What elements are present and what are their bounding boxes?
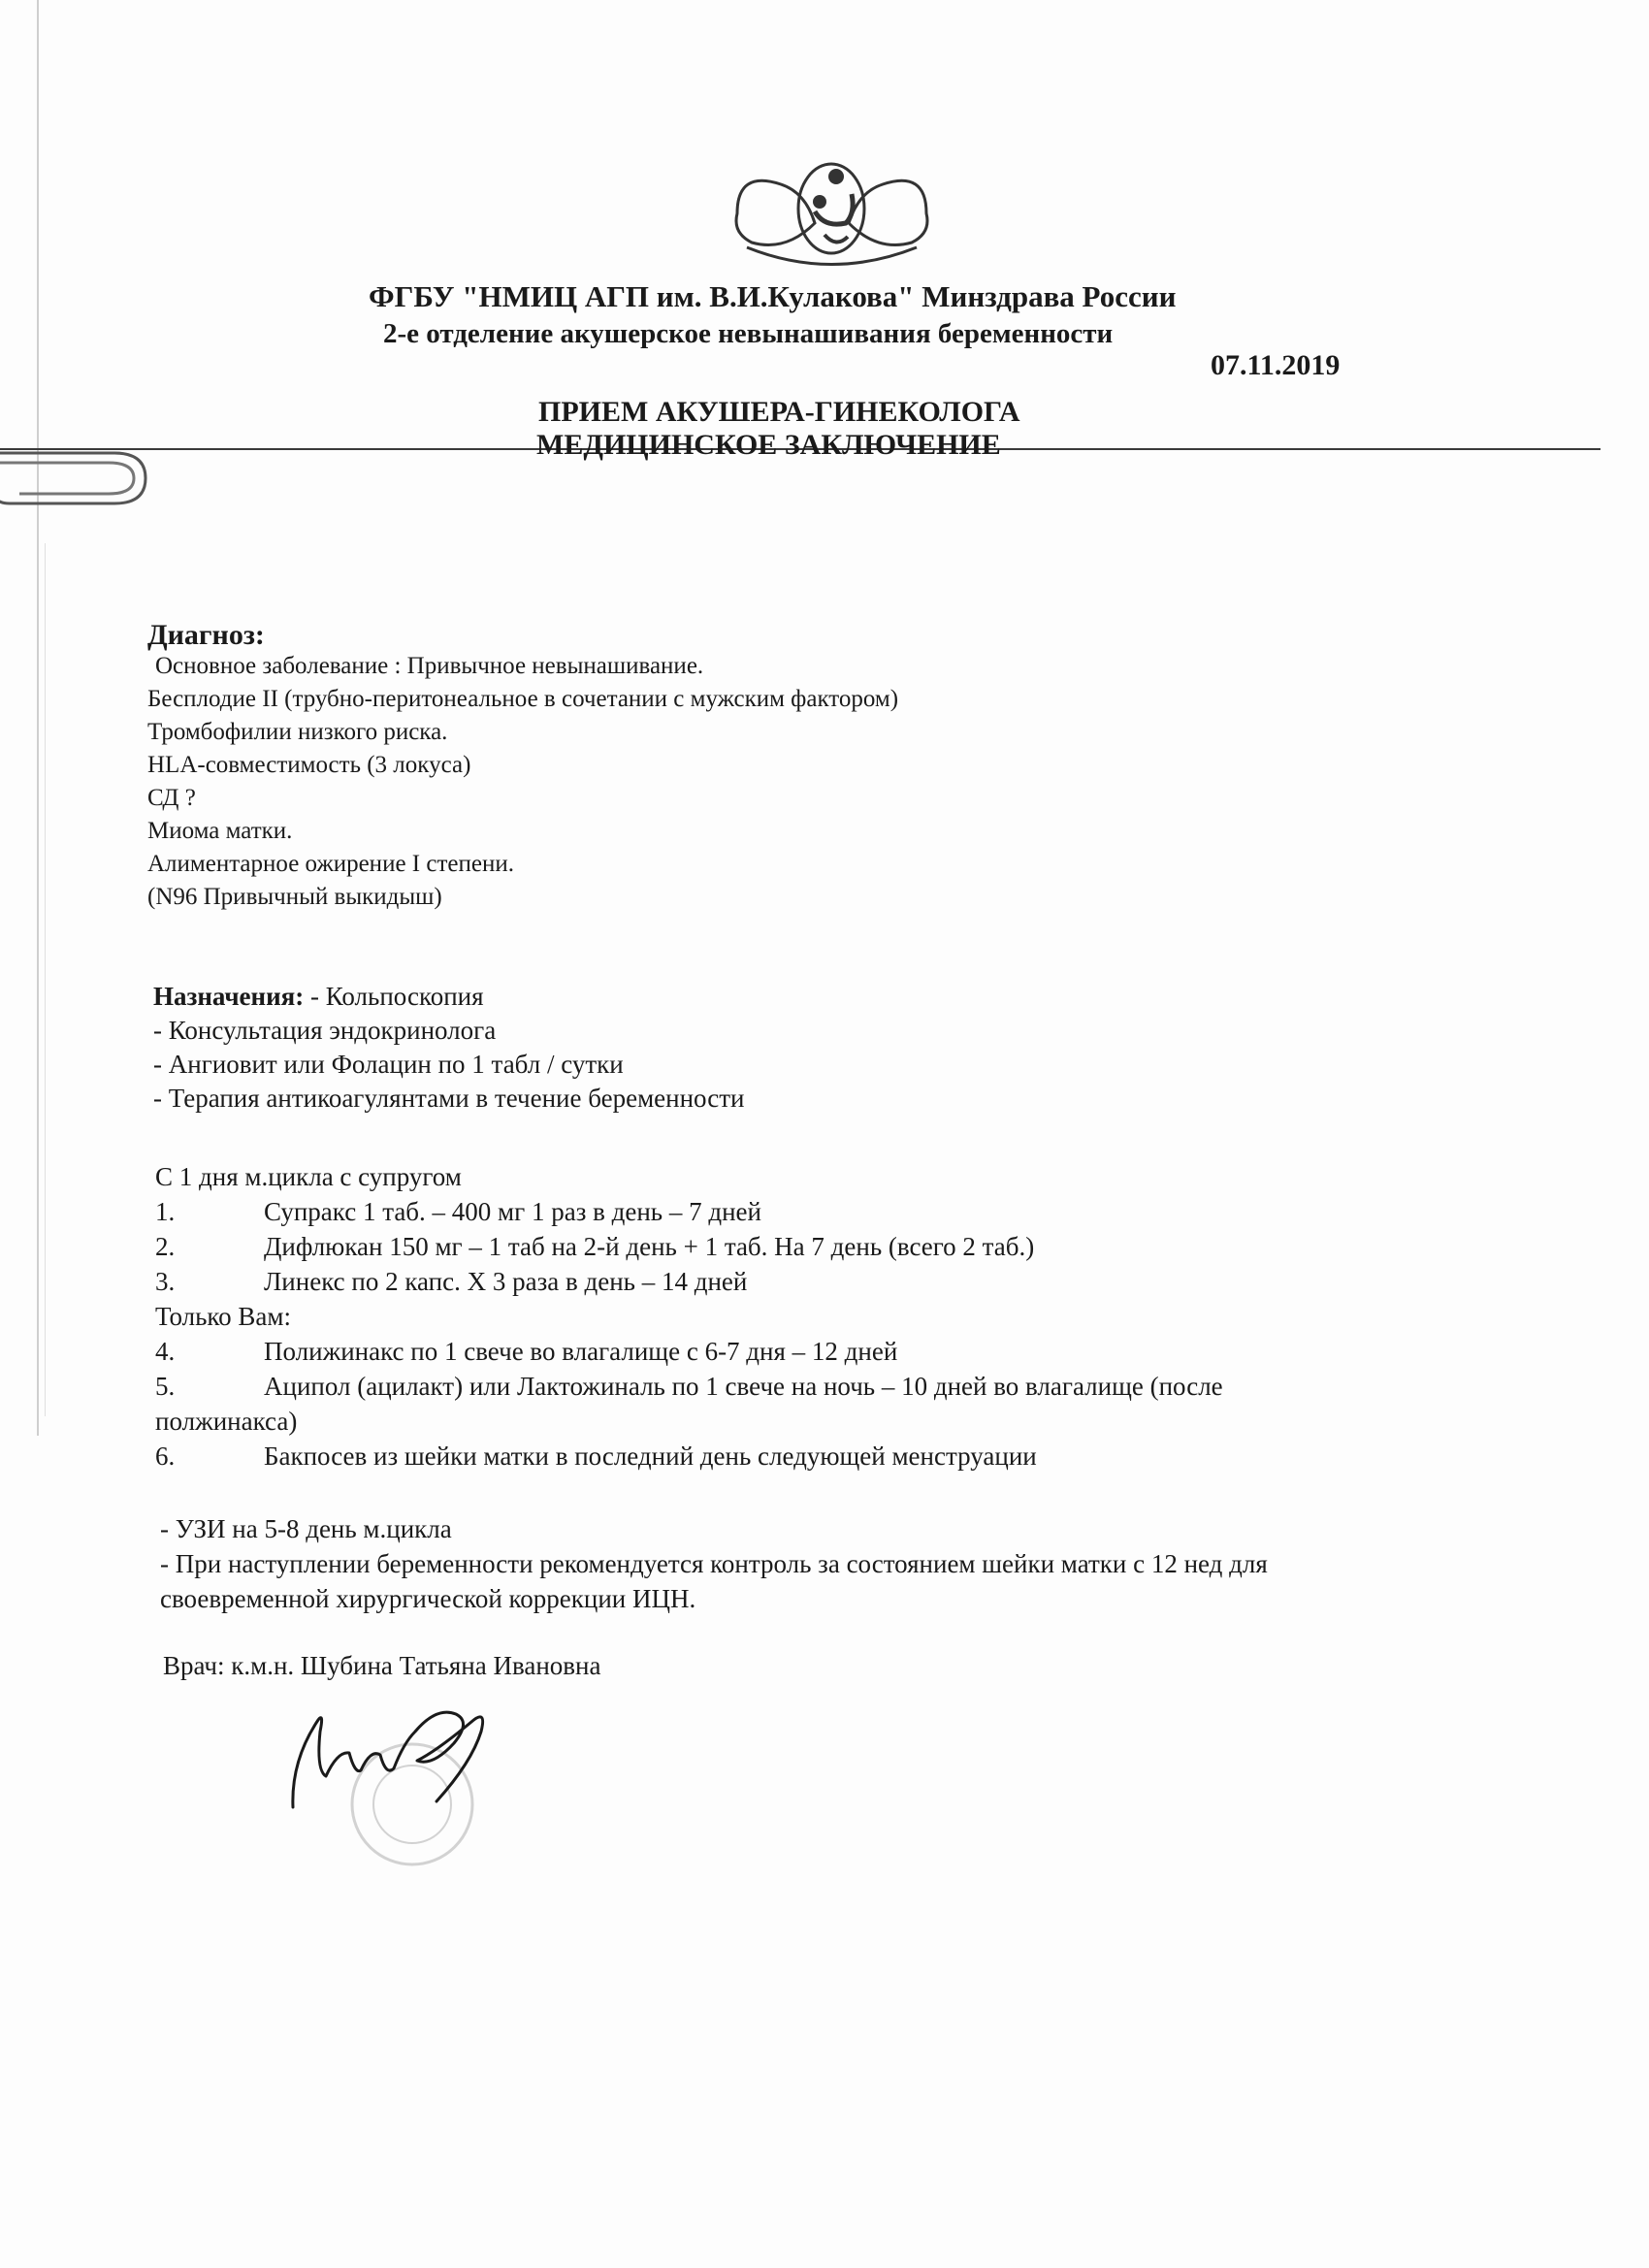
appointment-item: - Кольпоскопия (304, 982, 484, 1011)
regimen-item (155, 1334, 1494, 1369)
organization-logo (728, 155, 936, 272)
appointments-section (153, 980, 744, 1116)
followup-line: - При наступлении беременности рекомендуется контроль за состоянием шейки матки с 12 нед для (160, 1549, 1268, 1578)
appointment-item: - Консультация эндокринолога (153, 1016, 497, 1045)
regimen-item-number: 1. (155, 1197, 176, 1226)
diagnosis-line: Основное заболевание : Привычное невынашивание. (155, 653, 704, 679)
regimen-intro: С 1 дня м.цикла с супругом (155, 1162, 462, 1191)
regimen-personal-heading: Только Вам: (155, 1302, 291, 1331)
diagnosis-line: Бесплодие II (трубно-перитонеальное в сочетании с мужским фактором) (147, 686, 899, 712)
paperclip-icon (0, 441, 155, 519)
doctor-name: Врач: к.м.н. Шубина Татьяна Ивановна (163, 1651, 601, 1680)
signature-icon (281, 1693, 514, 1819)
regimen-item-text: Полижинакс по 1 свече во влагалище с 6-7 дня – 12 дней (264, 1337, 898, 1366)
regimen-item (155, 1439, 1494, 1474)
diagnosis-list (147, 650, 898, 914)
treatment-regimen (155, 1159, 1494, 1474)
diagnosis-line: Миома матки. (147, 818, 293, 844)
followup-line: своевременной хирургической коррекции ИЦН. (160, 1584, 696, 1613)
department-name: 2-е отделение акушерское невынашивания беременности (383, 318, 1114, 349)
diagnosis-line: СД ? (147, 785, 196, 811)
regimen-item-text: Аципол (ацилакт) или Лактожиналь по 1 свече на ночь – 10 дней во влагалище (после (264, 1372, 1223, 1401)
diagnosis-line: HLA-совместимость (3 локуса) (147, 752, 471, 778)
regimen-item (155, 1229, 1494, 1264)
regimen-item (155, 1369, 1494, 1404)
regimen-item-number: 6. (155, 1442, 176, 1471)
regimen-item-number: 3. (155, 1267, 176, 1296)
diagnosis-line: (N96 Привычный выкидыш) (147, 884, 442, 910)
regimen-item-text: Супракс 1 таб. – 400 мг 1 раз в день – 7 дней (264, 1197, 761, 1226)
document-title-line1: ПРИЕМ АКУШЕРА-ГИНЕКОЛОГА (538, 396, 1020, 428)
regimen-item-number: 2. (155, 1232, 176, 1261)
appointment-item: - Терапия антикоагулянтами в течение беременности (153, 1084, 745, 1113)
document-date: 07.11.2019 (1211, 349, 1341, 381)
organization-name: ФГБУ "НМИЦ АГП им. В.И.Кулакова" Минздрава России (369, 279, 1177, 313)
regimen-item-text: Бакпосев из шейки матки в последний день следующей менструации (264, 1442, 1037, 1471)
regimen-item-number: 4. (155, 1337, 176, 1366)
followup-line: - УЗИ на 5-8 день м.цикла (160, 1514, 452, 1543)
regimen-item (155, 1264, 1494, 1299)
scan-edge-line (37, 0, 39, 1436)
regimen-item-text: Дифлюкан 150 мг – 1 таб на 2-й день + 1 таб. На 7 день (всего 2 таб.) (264, 1232, 1035, 1261)
diagnosis-line: Тромбофилии низкого риска. (147, 719, 448, 745)
regimen-item-number: 5. (155, 1372, 176, 1401)
appointments-list (153, 1014, 744, 1116)
appointment-item: - Ангиовит или Фолацин по 1 табл / сутки (153, 1050, 624, 1079)
diagnosis-heading: Диагноз: (147, 619, 265, 651)
regimen-item (155, 1194, 1494, 1229)
regimen-item-continuation: полжинакса) (155, 1407, 298, 1436)
appointments-label: Назначения: (153, 982, 305, 1011)
scan-edge-line-secondary (45, 543, 46, 1416)
followup-section (160, 1511, 1499, 1616)
regimen-item-text: Линекс по 2 капс. Х 3 раза в день – 14 дней (264, 1267, 748, 1296)
document-title-line2: МЕДИЦИНСКОЕ ЗАКЛЮЧЕНИЕ (536, 429, 1001, 461)
diagnosis-line: Алиментарное ожирение I степени. (147, 851, 514, 877)
